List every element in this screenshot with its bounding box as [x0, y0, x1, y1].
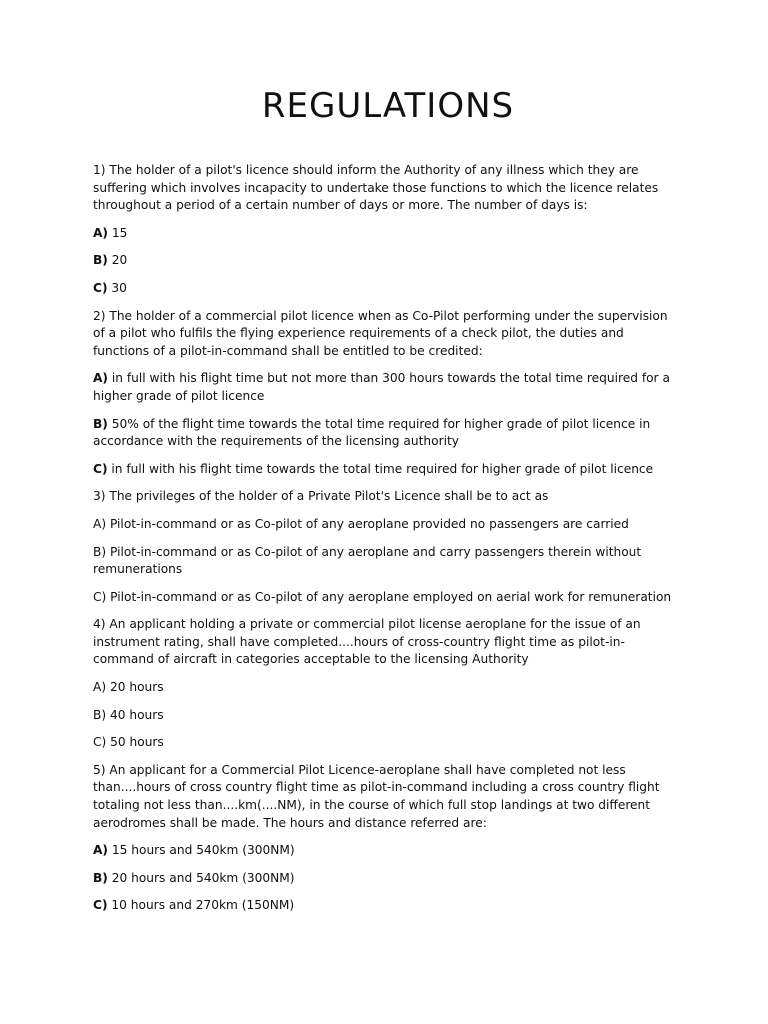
answer-option: B) 40 hours	[93, 707, 164, 722]
question-text: 1) The holder of a pilot's licence should inform the Authority of any illness which they are suffering which involves incapacity to undertake those functions to which the licence relates throughout a period of a certain number of days or more. The number of days is:	[93, 163, 659, 213]
option-text: 15 hours and 540km (300NM)	[108, 843, 295, 858]
option-text: 15	[108, 225, 128, 240]
option-text: 10 hours and 270km (150NM)	[107, 898, 295, 913]
option-text: 20 hours and 540km (300NM)	[107, 870, 295, 885]
answer-option	[93, 225, 683, 243]
option-label: C)	[93, 280, 108, 295]
option-label: C)	[93, 898, 108, 913]
question-text: 3) The privileges of the holder of a Private Pilot's Licence shall be to act as	[93, 489, 549, 504]
option-label: A)	[93, 843, 109, 858]
option-label: B)	[93, 253, 108, 268]
answer-option	[93, 870, 683, 888]
answer-option	[93, 461, 683, 479]
answer-option: C) Pilot-in-command or as Co-pilot of any aeroplane employed on aerial work for remuneration	[93, 589, 672, 604]
option-label: C)	[93, 461, 108, 476]
option-text: in full with his flight time but not more than 300 hours towards the total time required for a higher grade of pilot licence	[93, 371, 670, 403]
question-text: 2) The holder of a commercial pilot licence when as Co-Pilot performing under the supervision of a pilot who fulfils the flying experience requirements of a check pilot, the duties and functions of a pilot-in-command shall be entitled to be credited:	[93, 308, 668, 358]
document-title: REGULATIONS	[261, 86, 515, 126]
answer-option	[93, 416, 683, 451]
question-4	[93, 616, 683, 752]
option-text: 20	[107, 253, 128, 268]
question-2	[93, 308, 683, 479]
option-text: in full with his flight time towards the total time required for higher grade of pilot licence	[107, 461, 654, 476]
answer-option: A) Pilot-in-command or as Co-pilot of any aeroplane provided no passengers are carried	[93, 516, 629, 531]
answer-option	[93, 897, 683, 915]
answer-option: B) Pilot-in-command or as Co-pilot of any aeroplane and carry passengers therein without remunerations	[93, 544, 642, 577]
answer-option: C) 50 hours	[93, 735, 164, 750]
document-page	[93, 84, 683, 925]
answer-option	[93, 280, 683, 298]
option-label: B)	[93, 416, 108, 431]
answer-option	[93, 370, 683, 405]
answer-option: A) 20 hours	[93, 680, 164, 695]
answer-option	[93, 842, 683, 860]
option-text: 30	[107, 280, 127, 295]
option-label: A)	[93, 225, 109, 240]
answer-option	[93, 252, 683, 270]
question-text: 5) An applicant for a Commercial Pilot Licence-aeroplane shall have completed not less than....hours of cross country flight time as pilot-in-command including a cross country flight totaling not less than....km(....NM), in the course of which full stop landings at two different aerodromes shall be made. The hours and distance referred are:	[93, 762, 660, 830]
question-3	[93, 488, 683, 606]
question-1	[93, 162, 683, 298]
option-text: 50% of the flight time towards the total time required for higher grade of pilot licence in accordance with the requirements of the licensing authority	[93, 416, 651, 449]
question-text: 4) An applicant holding a private or commercial pilot license aeroplane for the issue of an instrument rating, shall have completed....hours of cross-country flight time as pilot-in-command of aircraft in categories acceptable to the licensing Authority	[93, 617, 641, 667]
option-label: B)	[93, 870, 108, 885]
question-5	[93, 762, 683, 915]
option-label: A)	[93, 371, 109, 386]
